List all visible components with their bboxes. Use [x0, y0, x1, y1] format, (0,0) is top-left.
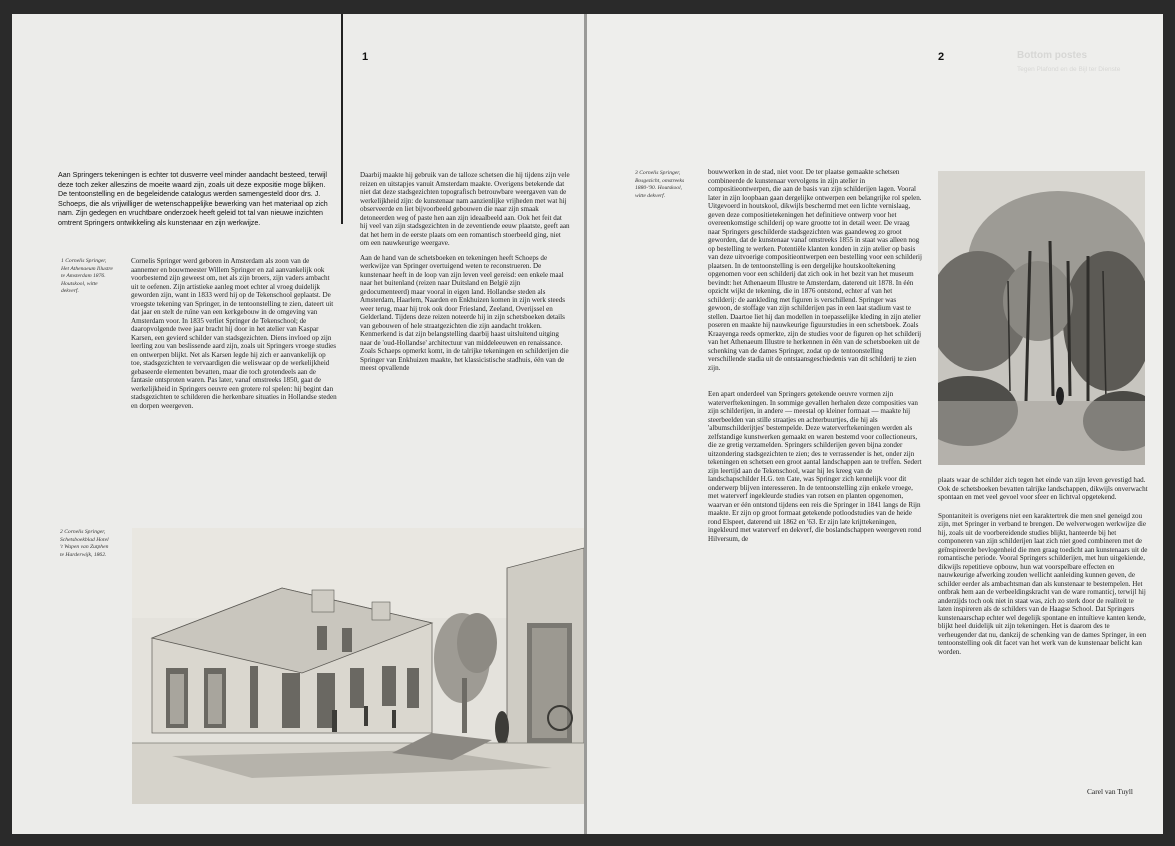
show-through-subtitle: Tegen Plafond en de Bijl ter Dienste — [1017, 66, 1121, 73]
body-paragraph: Daarbij maakte hij gebruik van de talloze schetsen die hij tijdens zijn vele reizen en uitstapjes vanuit Amsterdam maakte. Overigens betekende dat niet dat deze stadsgezichten topografisch betrouwbare weergaven van de werkelijkheid zijn: de kunstenaar nam aanzienlijke vrijheden met wat hij observeerde en liet bijvoorbeeld gebouwen die naar zijn smaak detoneerden weg of paste hen aan zijn ideaalbeeld aan. Ook het feit dat hij veel van zijn stadsgezichten in de zeventiende eeuw plaatste, geeft aan dat het hem in de eerste plaats om een romantisch stoerbeeld ging, niet om een nauwkeurige weergave. — [360, 171, 570, 247]
body-paragraph: Een apart onderdeel van Springers getekende oeuvre vormen zijn waterverftekeningen. In sommige gevallen herhalen deze composities van zijn schilderijen, in andere — meestal op kleiner formaat — maakte hij steerbeelden van stille straatjes en achterbuurtjes, die hij als 'albumschilderijtjes' bestempelde. Deze waterverftekeningen werden als zelfstandige kunstwerken gemaakt en waren bestemd voor collectioneurs, die ze gretig verzamelden. Springers schilderijen geven bijna zonder uitzondering stadsgezichten te zien; des te verrassender is het, onder zijn tekeningen en schetsen een groot aantal landschappen aan te treffen. Sedert zijn leertijd aan de Tekenschool, waar hij les kreeg van de landschapschilder H.G. ten Cate, was Springer zich kennelijk voor dit onderwerp blijven interesseren. In de tentoonstelling zijn enkele vroege, met waterverf ingekleurde studies van rotsen en planten opgenomen, waarvan er één ontstond tijdens een reis die Springer in 1841 langs de Rijn maakte. Er zijn op groot formaat getekende potloodstudies van de heide rond Elspeet, daterend uit 1862 en '63. Er zijn late krijttekeningen, ingekleurd met waterverf en dekverf, die boslandschappen weergeven rond Hilversum, de — [708, 390, 922, 543]
body-paragraph: Aan de hand van de schetsboeken en tekeningen heeft Schoeps de werkwijze van Springer overtuigend weten te reconstrueren. De kunstenaar heeft in de loop van zijn leven veel gereisd: een enkele maal naar het buitenland (reizen naar Duitsland en België zijn gedocumenteerd) maar vooral in eigen land. Hollandse steden als Amsterdam, Haarlem, Naarden en Enkhuizen komen in zijn werk steeds weer terug, maar hij trok ook door Friesland, Zeeland, Overijssel en Gelderland. Tijdens deze reizen noteerde hij in zijn schetsboeken details van gebouwen of hele straatgezichten die zijn aandacht trokken. Kenmerkend is dat zijn belangstelling daarbij haast uitsluitend uitging naar de 'oud-Hollandse' architectuur van middeleeuwen en renaissance. Zoals Schaeps opmerkt komt, in de talrijke tekeningen en schilderijen die Springer van Enkhuizen maakte, het klassicistische stadhuis, één van de meest opvallende — [360, 253, 569, 372]
forest-drawing-image — [938, 171, 1145, 465]
caption-line: 't Wapen van Zutphen — [60, 544, 109, 551]
body-column-2 — [360, 171, 570, 379]
show-through-title: Bottom postes — [1017, 50, 1087, 61]
body-column-1 — [131, 257, 337, 416]
caption-line: te Amsterdam 1876. — [61, 273, 106, 280]
hotel-sketch-image — [132, 528, 584, 804]
body-paragraph: bouwwerken in de stad, niet voor. De ter plaatse gemaakte schetsen combineerde de kunstenaar vervolgens in zijn atelier in compositieontwerpen, die aan de basis van zijn schilderijen lagen. Vooral later in zijn loopbaan gaan dergelijke ontwerpen een belangrijke rol spelen. Uitgevoerd in houtskool, dikwijls beschermd met een lichte vernislaag, geven deze compositietekeningen het definitieve ontwerp voor het overeenkomstige schilderij op ware grootte tot in detail weer. De vraag naar Springers geschilderde stadsgezichten was gaandeweg zo groot geworden, dat de kunstenaar vanaf omstreeks 1855 in staat was alleen nog op bestelling te werken. Potentiële klanten konden in zijn atelier op basis van deze uitvoerige compositieontwerpen een bestelling voor een schilderij plaatsen. In de tentoonstelling is een dergelijke houtskooltekening opgenomen voor een schilderij dat zich ook in het bezit van het museum bevindt: het Athenaeum Illustre te Amsterdam, daterend uit 1878. In één opzicht wijkt de tekening, die in 1876 ontstond, echter af van het schilderij: de aankleding met figuren is verschillend. Springer was gewoon, de stoffage van zijn schilderijen pas in een laat stadium vast te stellen. Daartoe liet hij dan modellen in toepasselijke kleding in zijn atelier poseren en maakte hij nauwkeurige figuurstudies in een schetsboek. Zoals Kraayenga reeds opmerkte, zijn de studies voor de figuren op het schilderij van het Athenaeum Illustre te herkennen in één van de schetsboeken uit de schenking van de dames Springer, zodat op de tentoonstelling verschillende stadia uit de ontstaansgeschiedenis van dit schilderij te zien zijn. — [708, 168, 922, 372]
left-page — [12, 14, 584, 834]
figure-caption-1 — [61, 258, 125, 296]
page-number: 2 — [938, 51, 945, 63]
column-rule — [341, 14, 343, 224]
caption-line: Houtskool, witte — [61, 280, 98, 287]
page-number: 1 — [362, 51, 369, 63]
caption-line: 2 Cornelis Springer, — [60, 529, 106, 535]
caption-line: 3 Cornelis Springer, — [635, 170, 681, 176]
body-paragraph: Cornelis Springer werd geboren in Amsterdam als zoon van de aannemer en bouwmeester Willem Springer en zal aanvankelijk ook voorbestemd zijn geweest om, net als zijn broers, zijn vaders ambacht uit te oefenen. Zijn artistieke aanleg moet echter al vroeg duidelijk geworden zijn, want in 1833 werd hij op de Tekenschool geplaatst. De vroegste tekening van Springer, in de tentoonstelling te zien, dateert uit dat jaar en stelt de ruïne van een kerkgebouw in de omgeving van Amsterdam voor. In 1835 verliet Springer de Tekenschool; de daaropvolgende twee jaar bracht hij door in het atelier van Kaspar Karsen, een gevierd schilder van stadsgezichten. Diens invloed op zijn leerling zou van beslissende aard zijn, zoals uit Springers vroege studies en ontwerpen blijkt. Net als Karsen legde hij zich er aanvankelijk op toe, stadsgezichten te vervaardigen die weliswaar op de werkelijkheid gebaseerde elementen bevatten, maar die toch grotendeels aan de fantasie ontsproten waren. Pas later, vanaf omstreeks 1850, gaat de werkelijkheid in Springers oeuvre een grotere rol spelen: hij begint dan stadsgezichten te schilderen die herkenbare situaties in Hollandse steden en dorpen weergeven. — [131, 257, 337, 410]
caption-line: Het Athenaeum Illustre — [61, 265, 113, 272]
caption-line: 1880-'90. Houtskool, — [635, 185, 683, 192]
caption-line: 1 Cornelis Springer, — [61, 258, 107, 264]
caption-line: Schetsboekblad Hotel — [60, 536, 109, 543]
caption-line: te Harderwijk, 1862. — [60, 551, 107, 558]
figure-caption-2 — [60, 529, 132, 559]
right-page — [587, 14, 1163, 834]
body-paragraph: Spontaniteit is overigens niet een karaktertrek die men snel geneigd zou zijn, met Springer in verband te brengen. De welverwogen werkwijze die hij, zoals uit de voorbereidende studies blijkt, hanteerde bij het componeren van zijn schilderijen laat zich niet goed combineren met de geïnspireerde bevlogenheid die men graag toedicht aan kunstenaars uit de romantische periode. Vooral Springers schilderijen, met hun uitgekiende, dikwijls repetitieve opbouw, hun wat voorspelbare effecten en nauwkeurige afwerking zouden wellicht aanleiding kunnen geven, de schilder eerder als ambachtsman dan als kunstenaar te bestempelen. Het ontbrak hem aan de verbeeldingskracht van de ware romanticj, terwijl hij anderzijds toch ook niet in staat was, zich zo sterk door de realiteit te laten inspireren als de schilders van de Haagse School. Dat Springers kunstenaarschap echter wel degelijk spontane en intuïtieve kanten kende, blijkt heel duidelijk uit zijn tekeningen. Het is daarom des te verheugender dat nu, dankzij de schenking van de dames Springer, in een tentoonstelling ook dit facet van het werk van de kunstenaar belicht kan worden. — [938, 511, 1148, 656]
caption-line: dekverf. — [61, 288, 79, 295]
body-column-2 — [938, 476, 1148, 662]
lead-paragraph: Aan Springers tekeningen is echter tot dusverre veel minder aandacht besteed, terwijl deze toch zeker alleszins de moeite waard zijn, zoals uit deze expositie moge blijken. De tentoonstelling en de begeleidende catalogus werden samengesteld door drs. J. Schoeps, die als vrijwilliger de wetenschappelijke bewerking van het materiaal op zich nam. Zijn gedegen en vruchtbare onderzoek heeft geleid tot tal van nieuwe inzichten omtrent Springers ontwikkeling als kunstenaar en zijn werkwijze. — [58, 171, 328, 227]
caption-line: witte dekverf. — [635, 192, 666, 199]
author-signature: Carel van Tuyll — [1087, 787, 1133, 796]
body-paragraph: plaats waar de schilder zich tegen het einde van zijn leven gevestigd had. Ook de schetsboeken bevatten talrijke landschappen, dikwijls onverwacht spontaan en met veel gevoel voor sfeer en lichtval opgetekend. — [938, 476, 1148, 501]
caption-line: Bosgezicht, omstreeks — [635, 177, 685, 184]
figure-caption-3 — [635, 170, 701, 200]
body-column-1 — [708, 168, 922, 549]
